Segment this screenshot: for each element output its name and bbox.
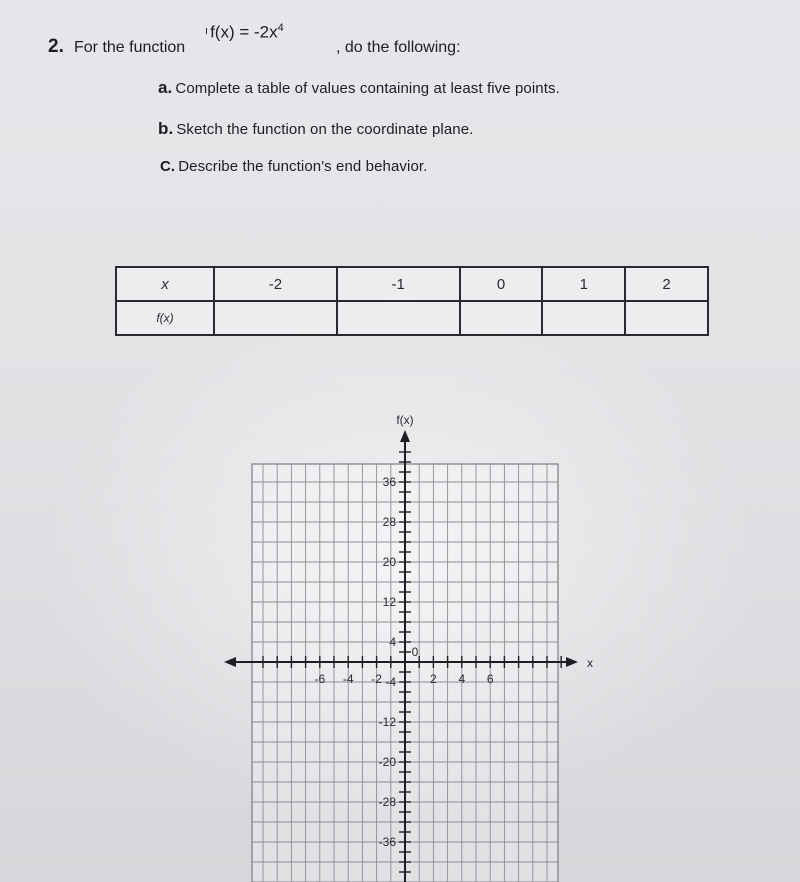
part-c-letter: C. (160, 158, 176, 175)
function-expression: $^ı$ $f(x) = -2x^4$ (205, 22, 284, 42)
part-b-letter: b. (158, 119, 174, 138)
coordinate-plane[interactable] (220, 410, 600, 882)
x-axis-label: x (587, 656, 593, 670)
question-lead-text: For the function (74, 39, 186, 56)
x-axis-arrow-left (224, 657, 236, 667)
function-label: f(x) = -2x (210, 22, 278, 42)
part-b (158, 119, 473, 139)
part-a-letter: a. (158, 78, 173, 97)
table-cell-x: 1 (542, 267, 625, 301)
x-tick-label: -4 (342, 672, 354, 686)
function-exponent: 4 (277, 22, 284, 34)
table-header-fx: f(x) (116, 301, 214, 335)
x-axis-arrow-right (566, 657, 578, 667)
table-cell-x: 2 (625, 267, 708, 301)
table-cell-fx[interactable] (214, 301, 337, 335)
x-tick-label: 4 (458, 672, 466, 686)
table-cell-x: 0 (460, 267, 543, 301)
y-tick-label: 4 (389, 635, 396, 649)
x-tick-label: -6 (314, 672, 326, 686)
y-axis-label: f(x) (396, 413, 414, 427)
table-cell-fx[interactable] (337, 301, 460, 335)
table-cell-x: -2 (214, 267, 337, 301)
origin-label: 0 (411, 645, 419, 659)
table-header-x: x (116, 267, 214, 301)
part-a-text: Complete a table of values containing at least five points. (175, 80, 560, 97)
part-c-text: Describe the function's end behavior. (178, 158, 428, 175)
y-axis-arrow-up (400, 430, 410, 442)
question-trail-text: , do the following: (336, 39, 461, 56)
y-tick-label: 12 (382, 595, 396, 609)
y-tick-label: 36 (382, 475, 396, 489)
y-tick-label: 28 (382, 515, 396, 529)
part-a (158, 78, 560, 98)
x-tick-label: 6 (486, 672, 494, 686)
question-number: 2. (48, 36, 64, 57)
table-cell-fx[interactable] (542, 301, 625, 335)
y-tick-label: -4 (385, 675, 396, 689)
y-tick-label: 20 (382, 555, 396, 569)
table-cell-fx[interactable] (460, 301, 543, 335)
table-cell-x: -1 (337, 267, 460, 301)
y-tick-label: -20 (378, 755, 396, 769)
part-b-text: Sketch the function on the coordinate plane. (176, 121, 474, 138)
x-tick-label: 2 (430, 672, 437, 686)
y-tick-label: -12 (378, 715, 396, 729)
table-cell-fx[interactable] (625, 301, 708, 335)
table-row-fx (116, 301, 708, 335)
x-tick-label: -2 (371, 672, 382, 686)
values-table (115, 266, 709, 336)
part-c (160, 158, 427, 175)
y-tick-label: -36 (378, 835, 396, 849)
y-tick-label: -28 (378, 795, 396, 809)
table-row-x (116, 267, 708, 301)
